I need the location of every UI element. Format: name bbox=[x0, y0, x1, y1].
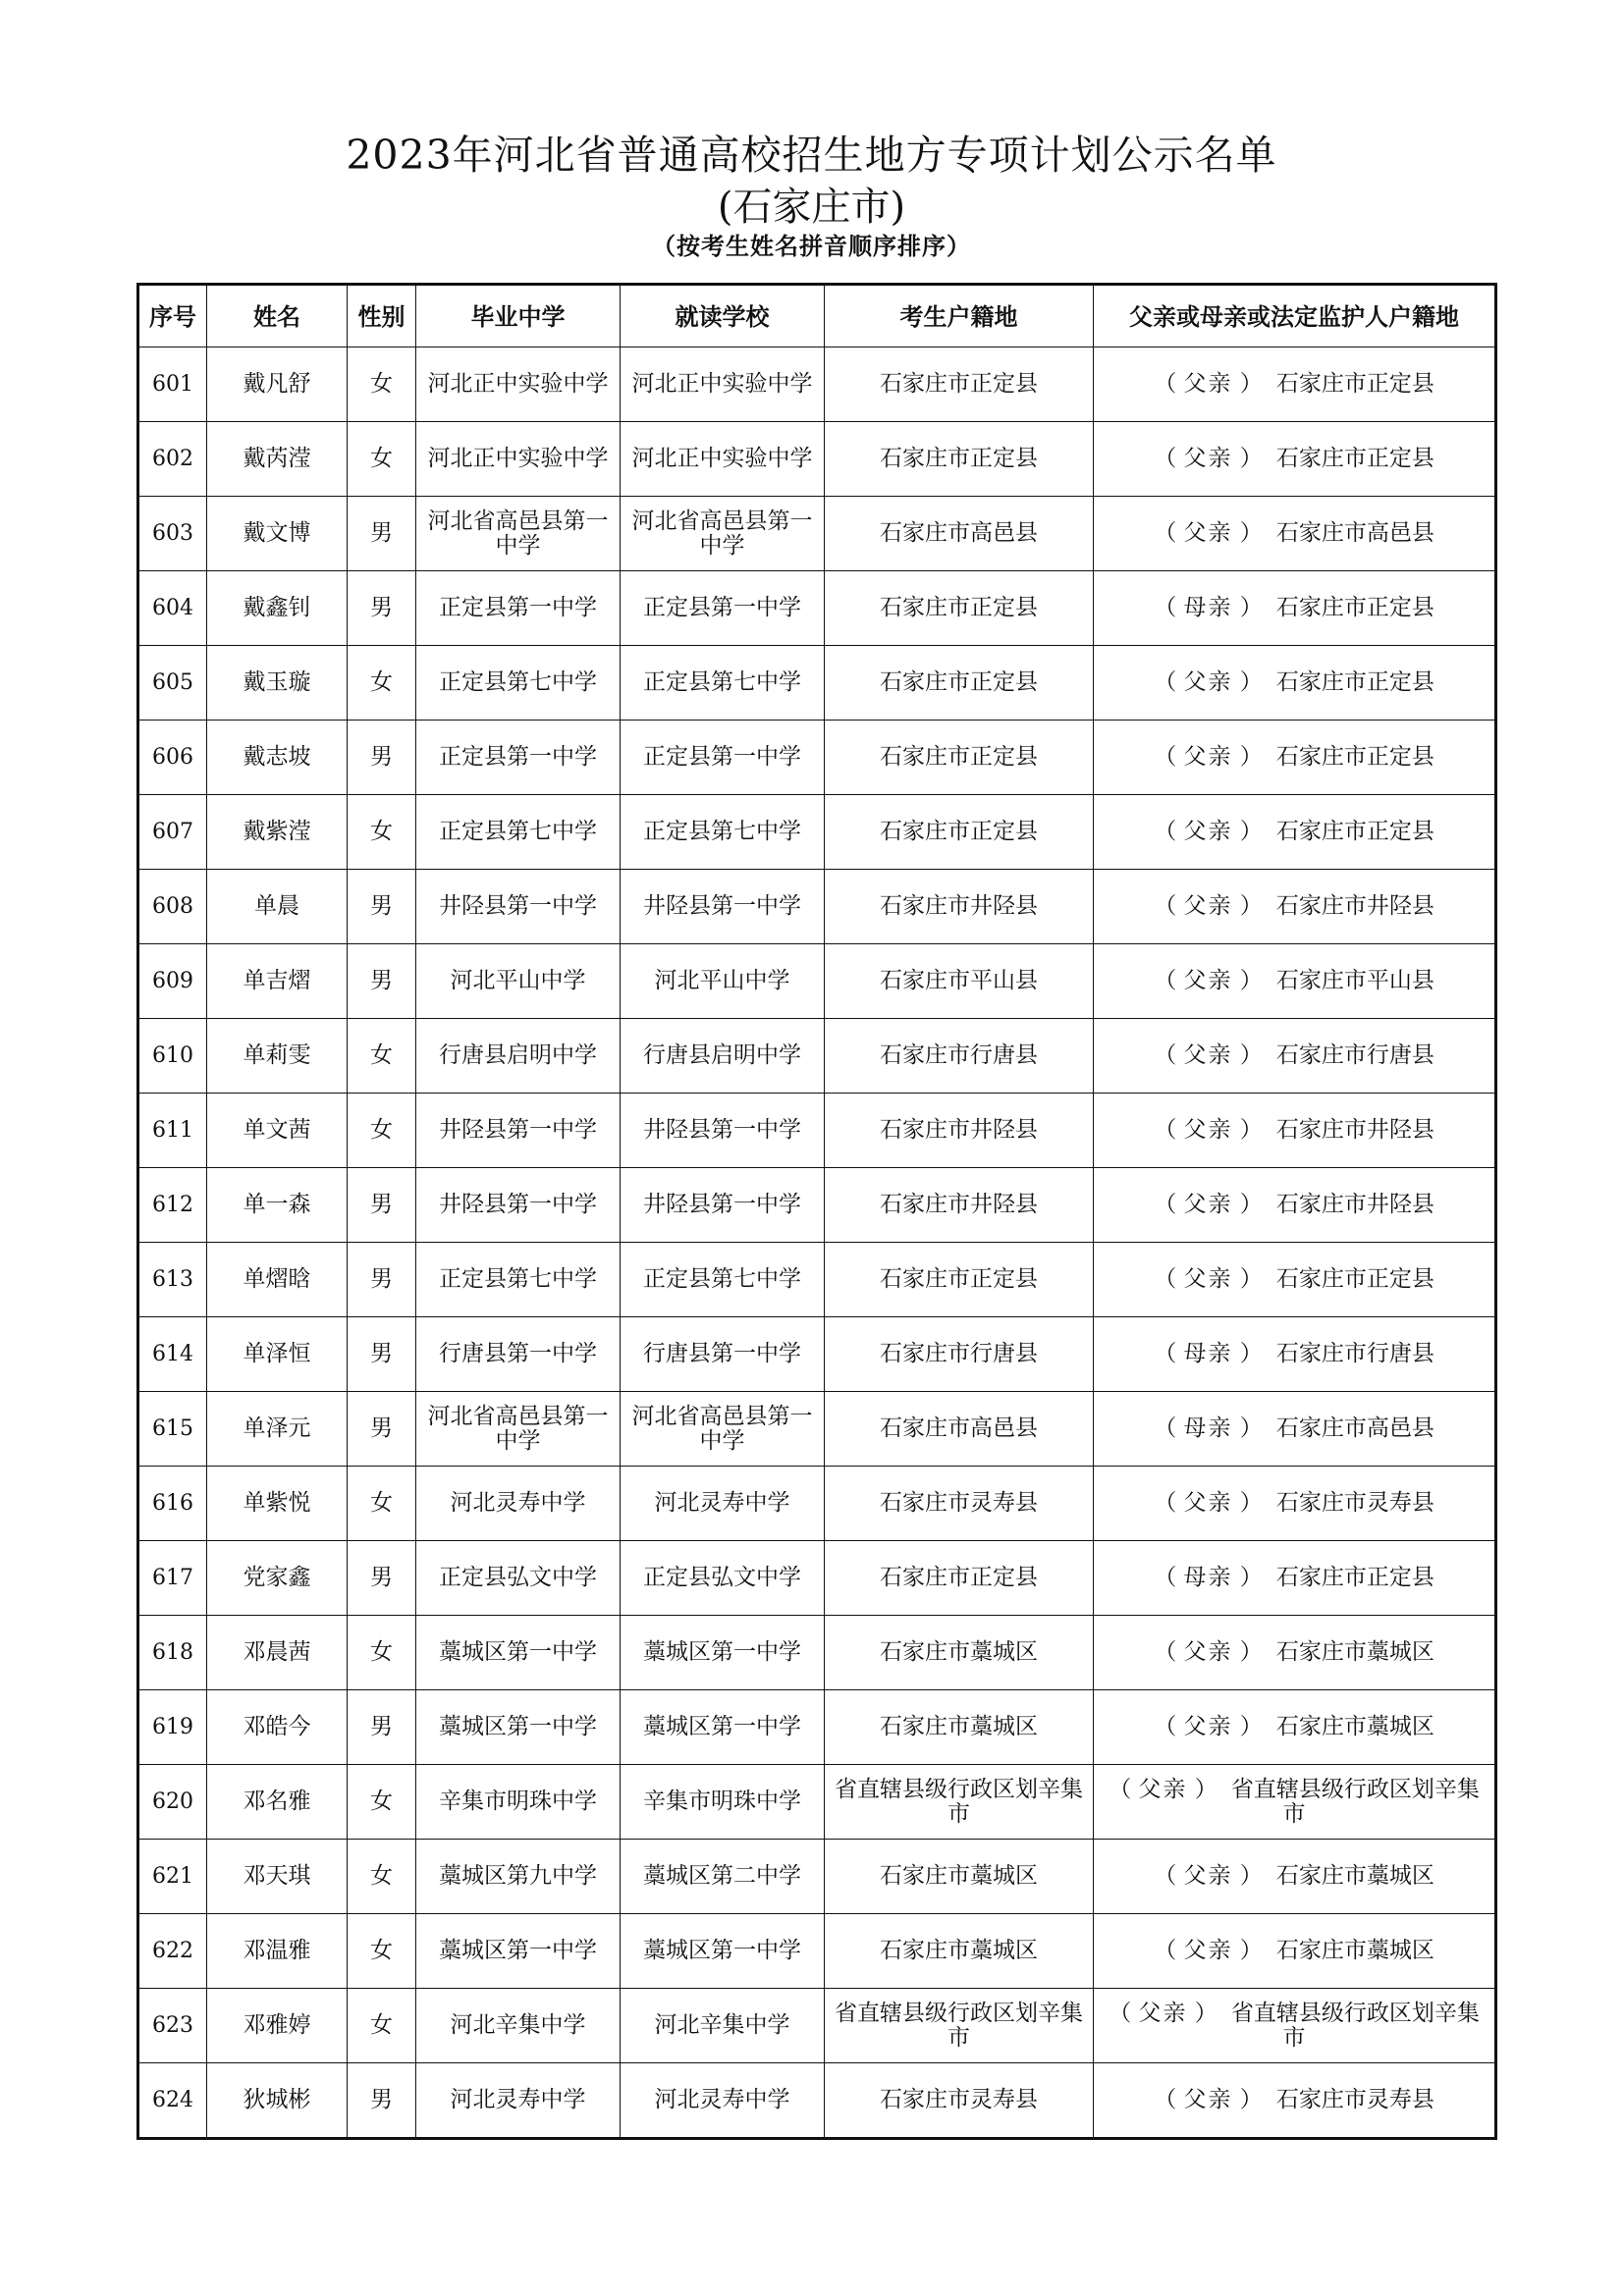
cell-gender: 女 bbox=[348, 1765, 416, 1840]
cell-current-school: 河北灵寿中学 bbox=[621, 1467, 825, 1541]
table-row bbox=[138, 1019, 1496, 1094]
parent-hukou-text: 石家庄市藁城区 bbox=[1275, 1863, 1434, 1889]
cell-current-school: 井陉县第一中学 bbox=[621, 1094, 825, 1168]
cell-gender: 女 bbox=[348, 1914, 416, 1989]
cell-parent-hukou: （ 父亲 ） 石家庄市行唐县 bbox=[1094, 1019, 1496, 1094]
cell-grad-school: 河北灵寿中学 bbox=[416, 1467, 621, 1541]
cell-gender: 女 bbox=[348, 1094, 416, 1168]
cell-current-school: 河北灵寿中学 bbox=[621, 2063, 825, 2139]
header-parent-hukou: 父亲或母亲或法定监护人户籍地 bbox=[1094, 285, 1496, 347]
cell-gender: 女 bbox=[348, 422, 416, 497]
cell-parent-hukou: （ 父亲 ） 石家庄市藁城区 bbox=[1094, 1840, 1496, 1914]
cell-name: 戴志坡 bbox=[207, 721, 348, 795]
cell-no: 605 bbox=[138, 646, 207, 721]
parent-relation: 母亲 bbox=[1183, 1415, 1233, 1441]
cell-hukou: 石家庄市正定县 bbox=[825, 646, 1094, 721]
cell-current-school: 河北正中实验中学 bbox=[621, 347, 825, 422]
table-row bbox=[138, 1840, 1496, 1914]
cell-parent-hukou: （ 母亲 ） 石家庄市高邑县 bbox=[1094, 1392, 1496, 1467]
parent-hukou-text: 石家庄市平山县 bbox=[1275, 968, 1434, 993]
cell-parent-hukou: （ 父亲 ） 石家庄市藁城区 bbox=[1094, 1914, 1496, 1989]
cell-no: 622 bbox=[138, 1914, 207, 1989]
cell-name: 单文茜 bbox=[207, 1094, 348, 1168]
header-grad-school: 毕业中学 bbox=[416, 285, 621, 347]
parent-relation: 父亲 bbox=[1183, 520, 1233, 546]
table-row bbox=[138, 1094, 1496, 1168]
cell-grad-school: 井陉县第一中学 bbox=[416, 1094, 621, 1168]
cell-parent-hukou: （ 父亲 ） 石家庄市井陉县 bbox=[1094, 1094, 1496, 1168]
parent-hukou-text: 石家庄市正定县 bbox=[1275, 669, 1434, 695]
table-row bbox=[138, 1690, 1496, 1765]
cell-name: 邓雅婷 bbox=[207, 1989, 348, 2063]
cell-hukou: 石家庄市藁城区 bbox=[825, 1840, 1094, 1914]
cell-current-school: 正定县第七中学 bbox=[621, 1243, 825, 1317]
cell-gender: 女 bbox=[348, 1019, 416, 1094]
cell-name: 单一森 bbox=[207, 1168, 348, 1243]
cell-hukou: 石家庄市正定县 bbox=[825, 721, 1094, 795]
cell-hukou: 石家庄市正定县 bbox=[825, 422, 1094, 497]
cell-current-school: 正定县弘文中学 bbox=[621, 1541, 825, 1616]
parent-relation: 父亲 bbox=[1183, 819, 1233, 844]
table-row bbox=[138, 1541, 1496, 1616]
cell-hukou: 石家庄市灵寿县 bbox=[825, 1467, 1094, 1541]
cell-current-school: 藁城区第一中学 bbox=[621, 1914, 825, 1989]
table-row bbox=[138, 1243, 1496, 1317]
table-row bbox=[138, 571, 1496, 646]
cell-parent-hukou: （ 母亲 ） 石家庄市正定县 bbox=[1094, 571, 1496, 646]
parent-hukou-text: 石家庄市行唐县 bbox=[1275, 1341, 1434, 1366]
parent-relation: 父亲 bbox=[1183, 371, 1233, 397]
cell-parent-hukou: （ 父亲 ） 石家庄市井陉县 bbox=[1094, 870, 1496, 944]
page-title: 2023年河北省普通高校招生地方专项计划公示名单 bbox=[346, 132, 1277, 179]
cell-name: 邓晨茜 bbox=[207, 1616, 348, 1690]
parent-hukou-text: 省直辖县级行政区划辛集市 bbox=[1230, 2000, 1480, 2051]
cell-gender: 男 bbox=[348, 1541, 416, 1616]
cell-current-school: 河北省高邑县第一中学 bbox=[621, 497, 825, 571]
header-gender: 性别 bbox=[348, 285, 416, 347]
parent-hukou-text: 省直辖县级行政区划辛集市 bbox=[1230, 1776, 1480, 1827]
cell-hukou: 石家庄市高邑县 bbox=[825, 1392, 1094, 1467]
parent-relation: 父亲 bbox=[1183, 1714, 1233, 1739]
cell-grad-school: 河北省高邑县第一中学 bbox=[416, 497, 621, 571]
cell-gender: 女 bbox=[348, 646, 416, 721]
cell-parent-hukou: （ 父亲 ） 石家庄市井陉县 bbox=[1094, 1168, 1496, 1243]
cell-parent-hukou: （ 父亲 ） 石家庄市高邑县 bbox=[1094, 497, 1496, 571]
cell-gender: 男 bbox=[348, 944, 416, 1019]
parent-relation: 父亲 bbox=[1183, 1266, 1233, 1292]
header-no: 序号 bbox=[138, 285, 207, 347]
table-row bbox=[138, 1317, 1496, 1392]
cell-current-school: 辛集市明珠中学 bbox=[621, 1765, 825, 1840]
table-row bbox=[138, 944, 1496, 1019]
cell-name: 邓温雅 bbox=[207, 1914, 348, 1989]
cell-name: 单紫悦 bbox=[207, 1467, 348, 1541]
cell-grad-school: 藁城区第一中学 bbox=[416, 1690, 621, 1765]
cell-name: 狄城彬 bbox=[207, 2063, 348, 2139]
cell-gender: 男 bbox=[348, 571, 416, 646]
cell-current-school: 河北省高邑县第一中学 bbox=[621, 1392, 825, 1467]
table-row bbox=[138, 422, 1496, 497]
table-row bbox=[138, 1467, 1496, 1541]
table-row bbox=[138, 1168, 1496, 1243]
cell-current-school: 正定县第七中学 bbox=[621, 646, 825, 721]
cell-name: 单泽元 bbox=[207, 1392, 348, 1467]
parent-hukou-text: 石家庄市正定县 bbox=[1275, 446, 1434, 471]
cell-hukou: 省直辖县级行政区划辛集市 bbox=[825, 1765, 1094, 1840]
parent-hukou-text: 石家庄市井陉县 bbox=[1275, 1117, 1434, 1143]
cell-hukou: 石家庄市井陉县 bbox=[825, 1094, 1094, 1168]
cell-gender: 男 bbox=[348, 870, 416, 944]
parent-hukou-text: 石家庄市正定县 bbox=[1275, 595, 1434, 620]
table-row bbox=[138, 646, 1496, 721]
cell-grad-school: 井陉县第一中学 bbox=[416, 870, 621, 944]
parent-relation: 父亲 bbox=[1183, 968, 1233, 993]
sort-note: （按考生姓名拼音顺序排序） bbox=[652, 232, 971, 260]
cell-current-school: 藁城区第一中学 bbox=[621, 1690, 825, 1765]
cell-gender: 女 bbox=[348, 795, 416, 870]
cell-no: 616 bbox=[138, 1467, 207, 1541]
cell-grad-school: 正定县第一中学 bbox=[416, 721, 621, 795]
parent-hukou-text: 石家庄市正定县 bbox=[1275, 1266, 1434, 1292]
cell-gender: 男 bbox=[348, 1392, 416, 1467]
parent-relation: 母亲 bbox=[1183, 595, 1233, 620]
cell-hukou: 石家庄市井陉县 bbox=[825, 870, 1094, 944]
cell-hukou: 石家庄市藁城区 bbox=[825, 1914, 1094, 1989]
table-row bbox=[138, 1616, 1496, 1690]
parent-hukou-text: 石家庄市正定县 bbox=[1275, 371, 1434, 397]
cell-no: 617 bbox=[138, 1541, 207, 1616]
cell-no: 623 bbox=[138, 1989, 207, 2063]
parent-hukou-text: 石家庄市井陉县 bbox=[1275, 893, 1434, 919]
cell-hukou: 石家庄市正定县 bbox=[825, 1541, 1094, 1616]
cell-name: 单晨 bbox=[207, 870, 348, 944]
cell-gender: 男 bbox=[348, 1168, 416, 1243]
parent-relation: 父亲 bbox=[1183, 1639, 1233, 1665]
parent-relation: 父亲 bbox=[1138, 1776, 1188, 1802]
cell-grad-school: 正定县第七中学 bbox=[416, 795, 621, 870]
cell-no: 621 bbox=[138, 1840, 207, 1914]
cell-hukou: 石家庄市行唐县 bbox=[825, 1317, 1094, 1392]
cell-parent-hukou: （ 父亲 ） 石家庄市正定县 bbox=[1094, 422, 1496, 497]
table-row bbox=[138, 347, 1496, 422]
cell-current-school: 河北正中实验中学 bbox=[621, 422, 825, 497]
cell-parent-hukou: （ 父亲 ） 石家庄市正定县 bbox=[1094, 795, 1496, 870]
parent-hukou-text: 石家庄市正定县 bbox=[1275, 744, 1434, 770]
cell-hukou: 石家庄市藁城区 bbox=[825, 1616, 1094, 1690]
cell-no: 615 bbox=[138, 1392, 207, 1467]
cell-parent-hukou: （ 父亲 ） 石家庄市灵寿县 bbox=[1094, 2063, 1496, 2139]
cell-parent-hukou: （ 父亲 ） 石家庄市正定县 bbox=[1094, 646, 1496, 721]
cell-parent-hukou: （ 母亲 ） 石家庄市正定县 bbox=[1094, 1541, 1496, 1616]
cell-parent-hukou: （ 父亲 ） 石家庄市藁城区 bbox=[1094, 1690, 1496, 1765]
cell-name: 戴紫滢 bbox=[207, 795, 348, 870]
table-row bbox=[138, 1914, 1496, 1989]
table-row bbox=[138, 721, 1496, 795]
parent-relation: 父亲 bbox=[1183, 744, 1233, 770]
cell-gender: 女 bbox=[348, 347, 416, 422]
cell-name: 党家鑫 bbox=[207, 1541, 348, 1616]
cell-grad-school: 藁城区第九中学 bbox=[416, 1840, 621, 1914]
cell-name: 戴玉璇 bbox=[207, 646, 348, 721]
cell-current-school: 井陉县第一中学 bbox=[621, 870, 825, 944]
cell-gender: 男 bbox=[348, 497, 416, 571]
parent-hukou-text: 石家庄市灵寿县 bbox=[1275, 1490, 1434, 1516]
parent-hukou-text: 石家庄市正定县 bbox=[1275, 1565, 1434, 1590]
table-row bbox=[138, 1765, 1496, 1840]
parent-hukou-text: 石家庄市灵寿县 bbox=[1275, 2087, 1434, 2112]
parent-relation: 父亲 bbox=[1183, 1117, 1233, 1143]
cell-grad-school: 正定县弘文中学 bbox=[416, 1541, 621, 1616]
cell-hukou: 石家庄市正定县 bbox=[825, 795, 1094, 870]
table-row bbox=[138, 1989, 1496, 2063]
cell-no: 603 bbox=[138, 497, 207, 571]
parent-relation: 父亲 bbox=[1183, 2087, 1233, 2112]
cell-hukou: 石家庄市行唐县 bbox=[825, 1019, 1094, 1094]
cell-grad-school: 行唐县启明中学 bbox=[416, 1019, 621, 1094]
cell-gender: 女 bbox=[348, 1989, 416, 2063]
parent-relation: 父亲 bbox=[1183, 1938, 1233, 1963]
cell-gender: 男 bbox=[348, 2063, 416, 2139]
parent-relation: 父亲 bbox=[1183, 1192, 1233, 1217]
cell-parent-hukou: （ 父亲 ） 省直辖县级行政区划辛集市 bbox=[1094, 1765, 1496, 1840]
cell-name: 邓皓今 bbox=[207, 1690, 348, 1765]
cell-name: 戴芮滢 bbox=[207, 422, 348, 497]
cell-hukou: 石家庄市正定县 bbox=[825, 347, 1094, 422]
cell-grad-school: 河北平山中学 bbox=[416, 944, 621, 1019]
parent-hukou-text: 石家庄市高邑县 bbox=[1275, 1415, 1434, 1441]
table-row bbox=[138, 795, 1496, 870]
cell-grad-school: 河北辛集中学 bbox=[416, 1989, 621, 2063]
cell-no: 613 bbox=[138, 1243, 207, 1317]
page-subtitle: (石家庄市) bbox=[717, 185, 906, 230]
parent-relation: 父亲 bbox=[1183, 893, 1233, 919]
cell-name: 邓天琪 bbox=[207, 1840, 348, 1914]
cell-no: 604 bbox=[138, 571, 207, 646]
parent-hukou-text: 石家庄市正定县 bbox=[1275, 819, 1434, 844]
parent-hukou-text: 石家庄市行唐县 bbox=[1275, 1042, 1434, 1068]
cell-no: 609 bbox=[138, 944, 207, 1019]
cell-parent-hukou: （ 父亲 ） 石家庄市正定县 bbox=[1094, 347, 1496, 422]
header-name: 姓名 bbox=[207, 285, 348, 347]
cell-name: 单吉熠 bbox=[207, 944, 348, 1019]
cell-no: 610 bbox=[138, 1019, 207, 1094]
cell-parent-hukou: （ 父亲 ） 石家庄市藁城区 bbox=[1094, 1616, 1496, 1690]
cell-grad-school: 河北正中实验中学 bbox=[416, 347, 621, 422]
cell-hukou: 石家庄市井陉县 bbox=[825, 1168, 1094, 1243]
parent-relation: 父亲 bbox=[1138, 2000, 1188, 2026]
cell-current-school: 藁城区第一中学 bbox=[621, 1616, 825, 1690]
table-row bbox=[138, 497, 1496, 571]
table-row bbox=[138, 1392, 1496, 1467]
table-body bbox=[138, 347, 1496, 2139]
cell-grad-school: 行唐县第一中学 bbox=[416, 1317, 621, 1392]
cell-grad-school: 正定县第七中学 bbox=[416, 1243, 621, 1317]
cell-no: 606 bbox=[138, 721, 207, 795]
table-row bbox=[138, 2063, 1496, 2139]
cell-grad-school: 藁城区第一中学 bbox=[416, 1616, 621, 1690]
cell-current-school: 行唐县启明中学 bbox=[621, 1019, 825, 1094]
cell-grad-school: 藁城区第一中学 bbox=[416, 1914, 621, 1989]
header-hukou: 考生户籍地 bbox=[825, 285, 1094, 347]
cell-current-school: 河北辛集中学 bbox=[621, 1989, 825, 2063]
cell-no: 619 bbox=[138, 1690, 207, 1765]
parent-hukou-text: 石家庄市藁城区 bbox=[1275, 1639, 1434, 1665]
cell-parent-hukou: （ 母亲 ） 石家庄市行唐县 bbox=[1094, 1317, 1496, 1392]
cell-no: 607 bbox=[138, 795, 207, 870]
parent-hukou-text: 石家庄市井陉县 bbox=[1275, 1192, 1434, 1217]
cell-no: 624 bbox=[138, 2063, 207, 2139]
cell-grad-school: 河北灵寿中学 bbox=[416, 2063, 621, 2139]
cell-no: 602 bbox=[138, 422, 207, 497]
cell-no: 614 bbox=[138, 1317, 207, 1392]
cell-gender: 男 bbox=[348, 721, 416, 795]
cell-name: 单泽恒 bbox=[207, 1317, 348, 1392]
cell-hukou: 石家庄市灵寿县 bbox=[825, 2063, 1094, 2139]
cell-no: 612 bbox=[138, 1168, 207, 1243]
cell-no: 611 bbox=[138, 1094, 207, 1168]
roster-table bbox=[136, 283, 1497, 2140]
cell-parent-hukou: （ 父亲 ） 石家庄市平山县 bbox=[1094, 944, 1496, 1019]
parent-relation: 父亲 bbox=[1183, 446, 1233, 471]
parent-hukou-text: 石家庄市高邑县 bbox=[1275, 520, 1434, 546]
parent-relation: 母亲 bbox=[1183, 1565, 1233, 1590]
parent-relation: 父亲 bbox=[1183, 1490, 1233, 1516]
cell-hukou: 石家庄市正定县 bbox=[825, 571, 1094, 646]
parent-relation: 父亲 bbox=[1183, 1042, 1233, 1068]
cell-current-school: 正定县第七中学 bbox=[621, 795, 825, 870]
cell-name: 单熠晗 bbox=[207, 1243, 348, 1317]
table-row bbox=[138, 870, 1496, 944]
cell-grad-school: 井陉县第一中学 bbox=[416, 1168, 621, 1243]
cell-gender: 男 bbox=[348, 1317, 416, 1392]
parent-relation: 母亲 bbox=[1183, 1341, 1233, 1366]
parent-hukou-text: 石家庄市藁城区 bbox=[1275, 1714, 1434, 1739]
cell-current-school: 正定县第一中学 bbox=[621, 721, 825, 795]
cell-no: 620 bbox=[138, 1765, 207, 1840]
cell-parent-hukou: （ 父亲 ） 石家庄市正定县 bbox=[1094, 721, 1496, 795]
cell-hukou: 省直辖县级行政区划辛集市 bbox=[825, 1989, 1094, 2063]
cell-no: 601 bbox=[138, 347, 207, 422]
cell-current-school: 河北平山中学 bbox=[621, 944, 825, 1019]
cell-name: 邓名雅 bbox=[207, 1765, 348, 1840]
cell-gender: 男 bbox=[348, 1243, 416, 1317]
cell-name: 戴鑫钊 bbox=[207, 571, 348, 646]
cell-current-school: 行唐县第一中学 bbox=[621, 1317, 825, 1392]
cell-name: 单莉雯 bbox=[207, 1019, 348, 1094]
cell-gender: 女 bbox=[348, 1840, 416, 1914]
parent-relation: 父亲 bbox=[1183, 669, 1233, 695]
cell-parent-hukou: （ 父亲 ） 省直辖县级行政区划辛集市 bbox=[1094, 1989, 1496, 2063]
cell-hukou: 石家庄市藁城区 bbox=[825, 1690, 1094, 1765]
cell-gender: 男 bbox=[348, 1690, 416, 1765]
cell-hukou: 石家庄市正定县 bbox=[825, 1243, 1094, 1317]
cell-gender: 女 bbox=[348, 1616, 416, 1690]
cell-grad-school: 河北省高邑县第一中学 bbox=[416, 1392, 621, 1467]
parent-hukou-text: 石家庄市藁城区 bbox=[1275, 1938, 1434, 1963]
cell-current-school: 藁城区第二中学 bbox=[621, 1840, 825, 1914]
cell-hukou: 石家庄市高邑县 bbox=[825, 497, 1094, 571]
parent-relation: 父亲 bbox=[1183, 1863, 1233, 1889]
cell-grad-school: 河北正中实验中学 bbox=[416, 422, 621, 497]
cell-no: 608 bbox=[138, 870, 207, 944]
table-header-row bbox=[138, 285, 1496, 347]
cell-no: 618 bbox=[138, 1616, 207, 1690]
cell-parent-hukou: （ 父亲 ） 石家庄市灵寿县 bbox=[1094, 1467, 1496, 1541]
cell-grad-school: 辛集市明珠中学 bbox=[416, 1765, 621, 1840]
cell-grad-school: 正定县第一中学 bbox=[416, 571, 621, 646]
cell-current-school: 正定县第一中学 bbox=[621, 571, 825, 646]
cell-name: 戴凡舒 bbox=[207, 347, 348, 422]
cell-grad-school: 正定县第七中学 bbox=[416, 646, 621, 721]
header-current-school: 就读学校 bbox=[621, 285, 825, 347]
cell-gender: 女 bbox=[348, 1467, 416, 1541]
cell-name: 戴文博 bbox=[207, 497, 348, 571]
cell-parent-hukou: （ 父亲 ） 石家庄市正定县 bbox=[1094, 1243, 1496, 1317]
cell-current-school: 井陉县第一中学 bbox=[621, 1168, 825, 1243]
cell-hukou: 石家庄市平山县 bbox=[825, 944, 1094, 1019]
